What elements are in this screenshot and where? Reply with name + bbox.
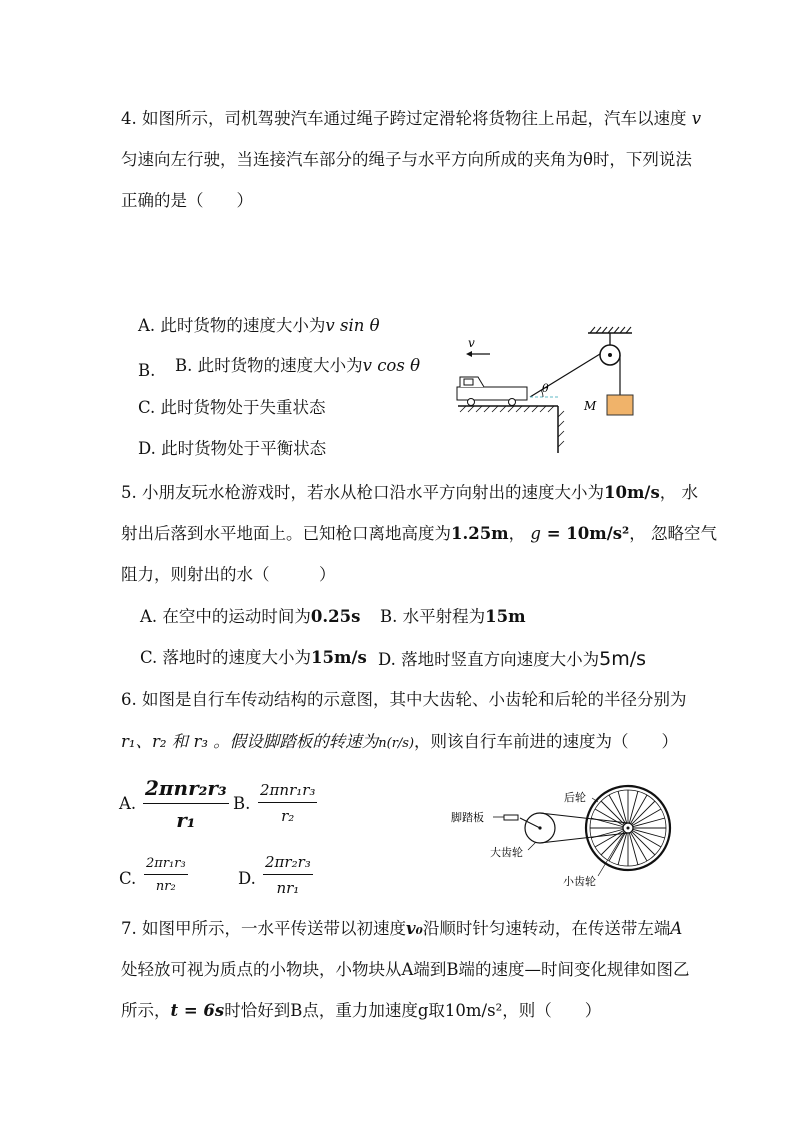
q4-line1 (121, 111, 701, 128)
q5-line1: 5. 小朋友玩水枪游戏时，若水从枪口沿水平方向射出的速度大小为10m/s， 水 (121, 483, 698, 502)
truck (457, 377, 527, 406)
q5-option-c: C. 落地时的速度大小为15m/s (140, 648, 367, 667)
q6-line1: 6. 如图是自行车传动结构的示意图，其中大齿轮、小齿轮和后轮的半径分别为 (121, 690, 687, 709)
q7-time-value: t = 6s (170, 1001, 225, 1020)
q4-option-c: C. 此时货物处于失重状态 (138, 398, 326, 417)
q6-option-a-label: A. (119, 794, 137, 813)
q4-line1-text: 4. 如图所示，司机驾驶汽车通过绳子跨过定滑轮将货物往上吊起，汽车以速度 (121, 109, 687, 128)
rear-wheel-label: 后轮 (564, 791, 586, 804)
q5-height-value: 1.25m (451, 524, 509, 543)
q4-option-a: A. 此时货物的速度大小为v sin θ (138, 316, 380, 335)
q7-initial-velocity: v₀ (406, 919, 423, 938)
small-gear-label: 小齿轮 (563, 875, 596, 888)
q4-option-b-outer-label: B. (138, 361, 156, 380)
q6-option-a-fraction: 2πnr₂r₃ r₁ (145, 776, 227, 832)
q4-option-a-formula: v sin θ (325, 316, 380, 335)
mass-label: M (584, 399, 597, 413)
q5-option-d: D. 落地时竖直方向速度大小为5m/s (378, 648, 647, 670)
q6-figure-bicycle-drive (448, 780, 678, 895)
q4-option-d: D. 此时货物处于平衡状态 (138, 439, 327, 458)
big-gear-label: 大齿轮 (490, 846, 523, 859)
q5-gravity-value: = 10m/s² (540, 524, 630, 543)
q4-figure-truck-pulley (450, 325, 650, 455)
q6-option-c-label: C. (119, 869, 137, 888)
q7-line1: 7. 如图甲所示，一水平传送带以初速度v₀沿顺时针匀速转动，在传送带左端A (121, 919, 683, 938)
q6-option-c-fraction: $\frac{\text{2πr₁r₃}}{\text{nr₂}}$ (146, 856, 186, 894)
pedal-label: 脚踏板 (451, 811, 484, 824)
velocity-label: v (468, 336, 475, 350)
q5-line3: 阻力，则射出的水（ ） (121, 565, 336, 584)
q4-velocity-symbol: v (691, 109, 702, 128)
q6-option-b-fraction: 2πnr₁r₃ r₂ (260, 781, 316, 825)
q4-line2: 匀速向左行驶，当连接汽车部分的绳子与水平方向所成的夹角为θ时，下列说法 (121, 150, 692, 169)
q6-option-d-fraction: $\frac{\text{2πr₂r₃}}{\text{nr₁}}$ (265, 853, 311, 897)
cargo-mass (607, 395, 633, 415)
q4-option-b-formula: v cos θ (362, 356, 421, 375)
q5-line2: 射出后落到水平地面上。已知枪口离地高度为1.25m， g = 10m/s²， 忽略空气 (121, 524, 717, 543)
q5-option-a: A. 在空中的运动时间为0.25s (140, 607, 361, 626)
q5-option-b: B. 水平射程为15m (380, 607, 526, 626)
q5-speed-value: 10m/s (604, 483, 660, 502)
q4-line3: 正确的是（ ） (121, 191, 253, 210)
q6-option-b-label: B. (233, 794, 251, 813)
q6-line2: r₁、r₂ 和 r₃ 。假设脚踏板的转速为n(r/s)，则该自行车前进的速度为（ ） (121, 732, 679, 751)
q4-option-b: B. 此时货物的速度大小为v cos θ (175, 356, 421, 375)
q7-line3: 所示，t = 6s时恰好到B点，重力加速度g取10m/s²，则（ ） (121, 1001, 602, 1020)
q6-option-d-label: D. (238, 869, 256, 888)
q7-line2: 处轻放可视为质点的小物块，小物块从A端到B端的速度—时间变化规律如图乙 (121, 960, 690, 979)
pedal (504, 815, 518, 820)
theta-label: θ (542, 382, 549, 395)
